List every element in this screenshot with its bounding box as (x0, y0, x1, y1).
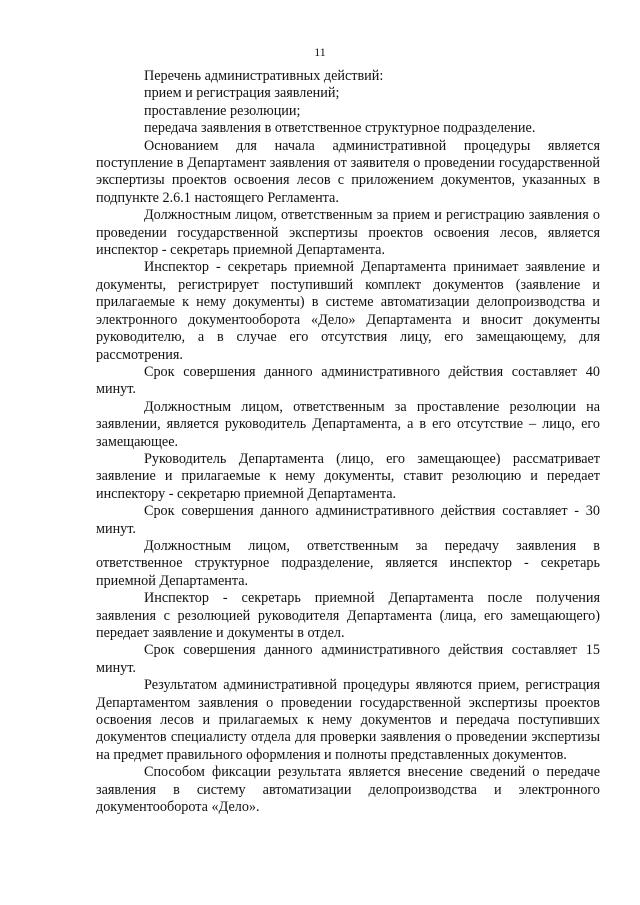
paragraph: Должностным лицом, ответственным за передачу заявления в ответственное структурное подразделение, является инспектор - секретарь приемной Департамента. (96, 537, 600, 589)
paragraph: Основанием для начала административной процедуры является поступление в Департамент заявления от заявителя о проведении государственной экспертизы проектов освоения лесов с приложением документов, указанных в подпункте 2.6.1 настоящего Регламента. (96, 137, 600, 206)
list-item: прием и регистрация заявлений; (144, 85, 340, 102)
paragraph: Инспектор - секретарь приемной Департамента после получения заявления с резолюцией руководителя Департамента (лица, его замещающего) передает заявление и документы в отдел. (96, 590, 600, 641)
paragraph: Результатом административной процедуры являются прием, регистрация Департаментом заявления о проведении государственной экспертизы проектов освоения лесов и прилагаемых к нему документов и передача поступивших документов специалисту отдела для проверки заявления о проведении экспертизы на предмет правильного оформления и полноты представленных документов. (96, 677, 600, 763)
list-heading: Перечень административных действий: (144, 68, 384, 84)
paragraph: Срок совершения данного административного действия составляет 40 минут. (96, 363, 600, 398)
paragraph: Способом фиксации результата является внесение сведений о передаче заявления в систему автоматизации делопроизводства и электронного документооборота «Дело». (96, 764, 600, 816)
paragraph: Руководитель Департамента (лицо, его замещающее) рассматривает заявление и прилагаемые к нему документы, ставит резолюцию и передает инспектору - секретарю приемной Департамента. (96, 450, 600, 502)
list-item: проставление резолюции; (144, 102, 301, 119)
paragraph: Инспектор - секретарь приемной Департамента принимает заявление и документы, регистрирует поступивший комплект документов (заявление и прилагаемые к нему документы) в системе автоматизации делопроизводства и электронного документооборота «Дело» Департамента и вносит документы руководителю, а в случае его отсутствия лицу, его замещающему, для рассмотрения. (96, 259, 600, 363)
page-number: 11 (314, 45, 326, 59)
paragraph: Должностным лицом, ответственным за проставление резолюции на заявлении, является руководитель Департамента, а в его отсутствие – лицо, его замещающее. (96, 398, 600, 450)
document-body (96, 68, 600, 816)
paragraph: Должностным лицом, ответственным за прием и регистрацию заявления о проведении государственной экспертизы проектов освоения лесов, является инспектор - секретарь приемной Департамента. (96, 207, 600, 259)
paragraph: Срок совершения данного административного действия составляет 15 минут. (96, 642, 600, 676)
list-item: передача заявления в ответственное структурное подразделение. (144, 120, 536, 137)
paragraph: Срок совершения данного административного действия составляет - 30 минут. (96, 503, 600, 537)
